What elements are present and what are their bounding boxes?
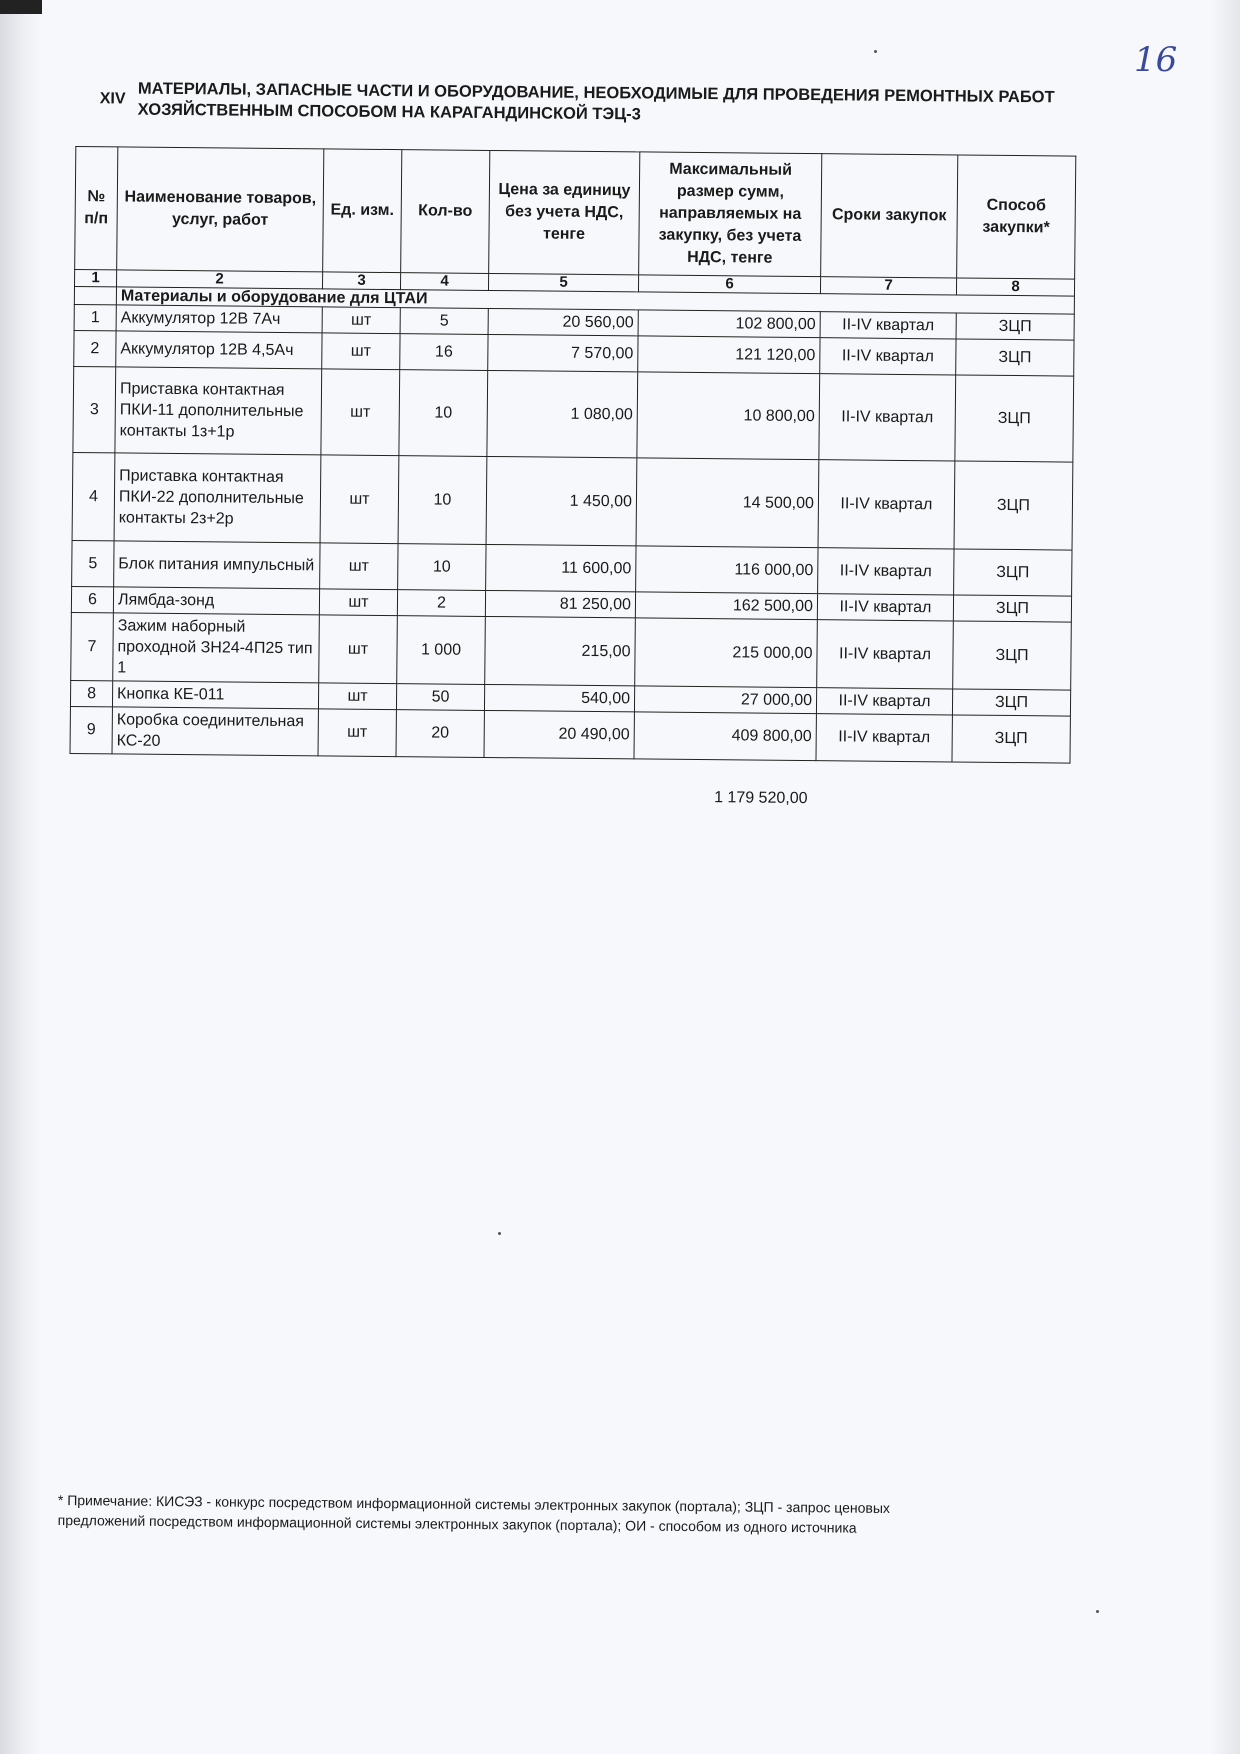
scan-speck [1096,1610,1099,1613]
row-unit: шт [318,709,396,757]
row-method: ЗЦП [953,595,1071,622]
scan-edge-top [0,0,42,14]
row-price: 20 490,00 [484,710,634,758]
row-sum: 10 800,00 [637,372,820,460]
column-number: 1 [74,269,116,286]
section-header [75,78,1076,150]
row-sum: 409 800,00 [634,712,816,761]
row-term: II-IV квартал [820,338,956,375]
row-sum: 102 800,00 [638,310,820,338]
row-method: ЗЦП [954,461,1073,550]
row-num: 2 [74,330,116,366]
row-num: 9 [70,706,112,753]
row-price: 11 600,00 [486,544,636,591]
row-qty: 10 [399,370,488,457]
row-term: II-IV квартал [816,714,952,762]
row-name: Аккумулятор 12В 4,5Ач [116,331,322,369]
row-term: II-IV квартал [818,460,955,549]
row-qty: 2 [397,590,485,617]
column-number: 7 [820,277,956,295]
row-term: II-IV квартал [817,594,953,621]
row-price: 540,00 [484,684,634,711]
row-unit: шт [320,455,399,544]
scan-speck [874,50,877,53]
header-term: Сроки закупок [821,154,958,278]
scan-edge-right [1210,0,1240,1754]
row-num: 6 [71,586,113,612]
header-unit: Ед. изм. [323,149,402,273]
scan-speck [498,1232,501,1235]
row-method: ЗЦП [952,689,1070,716]
row-name: Приставка контактная ПКИ-22 дополнительные контакты 2з+2р [114,453,321,543]
row-num: 1 [74,304,116,330]
table-total: 1 179 520,00 [714,789,808,808]
row-unit: шт [319,589,397,616]
table-row [72,452,1073,550]
row-qty: 10 [398,456,487,545]
row-qty: 20 [396,710,484,758]
row-qty: 10 [398,544,486,591]
row-name: Аккумулятор 12В 7Ач [116,305,322,333]
table-row [70,706,1070,763]
column-number: 6 [638,275,820,294]
row-price: 7 570,00 [488,334,638,371]
row-sum: 121 120,00 [638,336,820,374]
group-title: Материалы и оборудование для ЦТАИ [116,287,1074,314]
row-name: Кнопка КЕ-011 [112,681,318,709]
header-price: Цена за единицу без учета НДС, тенге [489,150,640,274]
column-number: 3 [322,272,400,290]
row-unit: шт [321,369,400,456]
row-name: Блок питания импульсный [114,541,320,589]
row-num: 7 [71,612,114,680]
column-number: 5 [488,273,638,291]
row-unit: шт [322,307,400,334]
row-num: 8 [70,680,112,706]
procurement-table [70,146,1077,764]
column-number: 8 [956,278,1074,296]
section-title: МАТЕРИАЛЫ, ЗАПАСНЫЕ ЧАСТИ И ОБОРУДОВАНИЕ, НЕОБХОДИМЫЕ ДЛЯ ПРОВЕДЕНИЯ РЕМОНТНЫХ РАБОТ ХОЗЯЙСТВЕННЫМ СПОСОБОМ НА КАРАГАНДИНСКОЙ ТЭЦ-3 [137,79,1055,124]
row-qty: 1 000 [397,616,486,685]
row-unit: шт [318,683,396,710]
row-sum: 14 500,00 [636,458,819,548]
table-header-row [75,147,1076,280]
row-qty: 50 [396,684,484,711]
row-price: 20 560,00 [488,308,638,335]
row-price: 1 080,00 [487,370,638,457]
row-term: II-IV квартал [819,374,956,461]
row-term: II-IV квартал [820,312,956,339]
handwritten-page-number: 16 [1134,40,1178,80]
row-method: ЗЦП [955,375,1074,462]
row-sum: 215 000,00 [635,618,818,688]
row-qty: 16 [400,334,488,371]
row-name: Лямбда-зонд [113,587,319,615]
row-term: II-IV квартал [816,688,952,715]
row-price: 1 450,00 [486,456,637,545]
document-body [70,78,1076,808]
section-number: XIV [99,90,126,108]
row-method: ЗЦП [956,339,1074,376]
row-sum: 27 000,00 [634,686,816,714]
header-sum: Максимальный размер сумм, направляемых на закупку, без учета НДС, тенге [639,152,822,277]
row-qty: 5 [400,308,488,335]
row-method: ЗЦП [953,621,1072,690]
row-unit: шт [320,543,398,590]
scan-edge-left [0,0,42,1754]
row-num: 3 [73,366,116,452]
row-method: ЗЦП [954,549,1072,596]
row-term: II-IV квартал [817,620,954,689]
column-number: 2 [116,270,322,289]
header-method: Способ закупки* [957,155,1076,279]
row-name: Приставка контактная ПКИ-11 дополнительные контакты 1з+1р [115,367,322,455]
row-unit: шт [322,333,400,370]
table-row [73,366,1074,462]
footnote: * Примечание: КИСЭЗ - конкурс посредством информационной системы электронных закупок (портала); ЗЦП - запрос ценовых предложений посредством информационной системы электронных закупок (портала); ОИ - способом из одного источника [57,1491,891,1536]
row-name: Коробка соединительная КС-20 [112,707,318,756]
row-price: 215,00 [485,616,636,685]
row-num: 4 [72,452,115,540]
row-method: ЗЦП [952,715,1070,763]
table-row [71,612,1072,690]
row-price: 81 250,00 [485,590,635,617]
header-num: № п/п [75,147,118,270]
row-method: ЗЦП [956,313,1074,340]
row-term: II-IV квартал [818,548,954,595]
row-sum: 116 000,00 [636,546,818,594]
row-name: Зажим наборный проходной ЗН24-4П25 тип 1 [113,613,320,683]
row-sum: 162 500,00 [635,592,817,620]
header-name: Наименование товаров, услуг, работ [117,147,324,272]
header-qty: Кол-во [401,150,490,274]
row-unit: шт [319,615,398,684]
row-num: 5 [72,540,114,586]
column-number: 4 [400,273,488,291]
